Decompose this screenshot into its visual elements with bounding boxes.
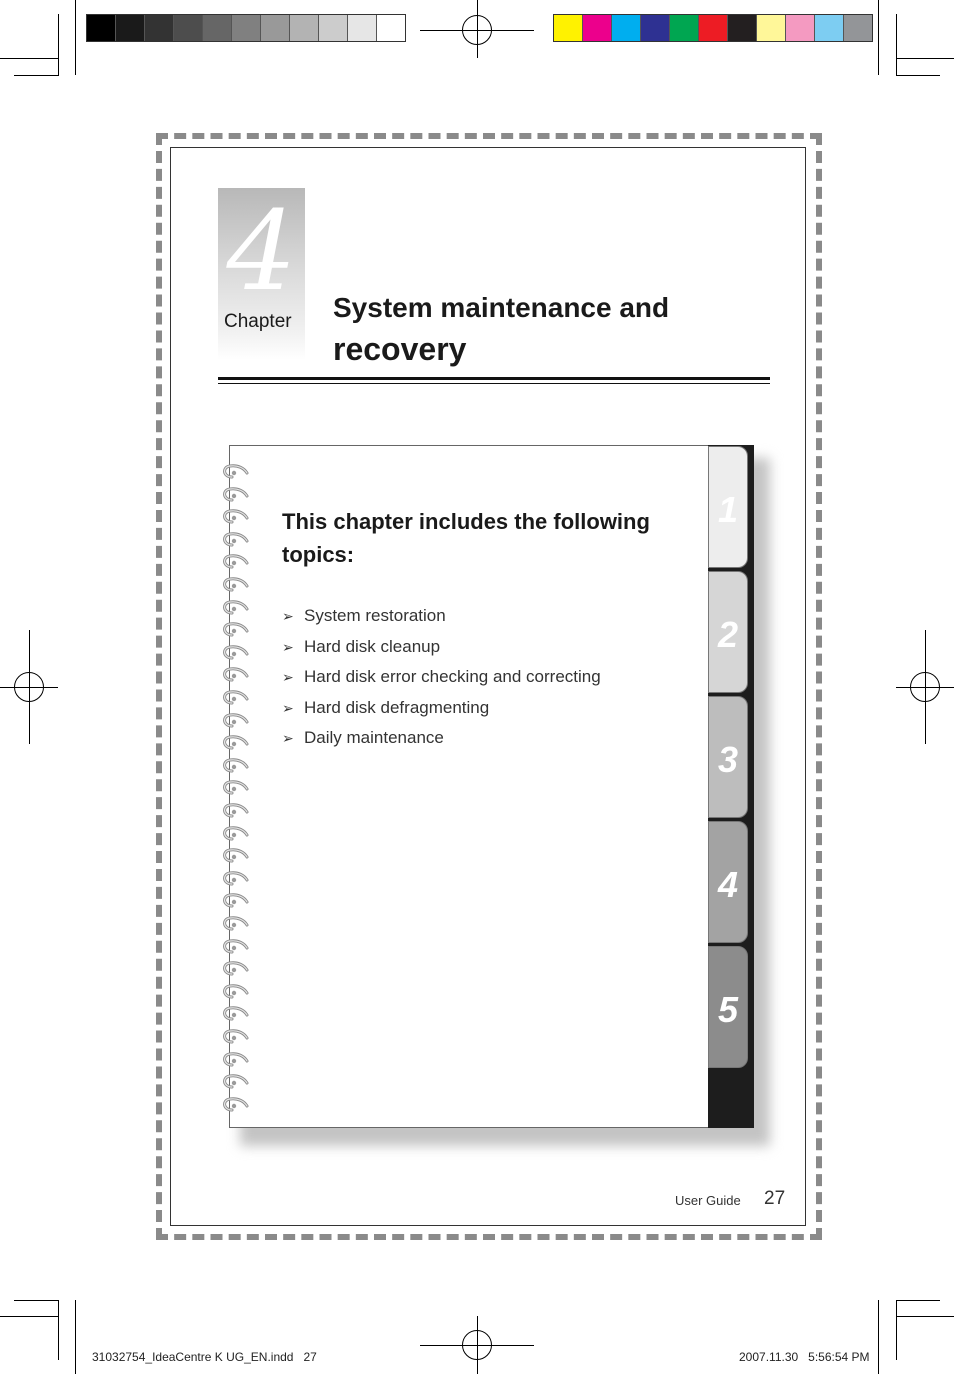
title-rule-thin (218, 383, 770, 384)
crop-mark (896, 14, 897, 76)
spiral-ring-icon (220, 600, 250, 617)
chapter-tab-number: 3 (717, 739, 739, 780)
grayscale-color-bar (86, 14, 406, 42)
crop-mark (896, 1300, 897, 1360)
color-swatch (612, 15, 641, 41)
color-swatch (87, 15, 116, 41)
spiral-ring-icon (220, 871, 250, 888)
spiral-ring-icon (220, 916, 250, 933)
title-rule (218, 377, 770, 380)
crop-mark (0, 58, 58, 59)
topics-heading: This chapter includes the following topics: (282, 509, 650, 567)
footer-label: User Guide (675, 1193, 741, 1208)
spiral-ring-icon (220, 1029, 250, 1046)
crop-mark (878, 1300, 879, 1374)
spiral-ring-icon (220, 690, 250, 707)
spiral-ring-icon (220, 713, 250, 730)
color-swatch (290, 15, 319, 41)
crop-mark (896, 1300, 940, 1301)
spiral-ring-icon (220, 667, 250, 684)
topic-text: Daily maintenance (304, 728, 444, 748)
color-swatch (699, 15, 728, 41)
page-number: 27 (764, 1188, 786, 1209)
color-swatch (261, 15, 290, 41)
color-swatch (641, 15, 670, 41)
color-swatch (348, 15, 377, 41)
spiral-ring-icon (220, 893, 250, 910)
chapter-tab-2 (708, 571, 748, 693)
chapter-tab-number: 2 (717, 614, 739, 655)
list-item (282, 723, 601, 754)
crop-mark (58, 14, 59, 76)
chapter-number-block (218, 188, 305, 360)
registration-target-icon (462, 1330, 492, 1360)
crop-mark (0, 1316, 58, 1317)
chapter-tab-4 (708, 821, 748, 943)
topic-text: System restoration (304, 606, 446, 625)
arrow-bullet-icon: ➢ (282, 730, 294, 747)
spiral-ring-icon (220, 622, 250, 639)
crop-mark (14, 1300, 58, 1301)
list-item (282, 632, 601, 663)
chapter-tab-number: 5 (717, 989, 739, 1030)
spiral-ring-icon (220, 848, 250, 865)
spiral-ring-icon (220, 554, 250, 571)
chapter-label: Chapter (224, 311, 292, 332)
color-swatch (377, 15, 405, 41)
spiral-ring-icon (220, 532, 250, 549)
print-slug-timestamp: 2007.11.30 5:56:54 PM (739, 1350, 870, 1364)
registration-target-icon (14, 672, 44, 702)
chapter-tab-number: 4 (717, 864, 739, 905)
crop-mark (896, 1316, 954, 1317)
color-swatch (203, 15, 232, 41)
spiral-ring-icon (220, 984, 250, 1001)
spiral-ring-icon (220, 645, 250, 662)
crop-mark (896, 58, 954, 59)
spiral-ring-icon (220, 961, 250, 978)
color-swatch (815, 15, 844, 41)
topic-text: Hard disk defragmenting (304, 697, 490, 717)
arrow-bullet-icon: ➢ (282, 669, 294, 686)
chapter-tab-5 (708, 946, 748, 1068)
spiral-ring-icon (220, 1074, 250, 1091)
crop-mark (58, 1300, 59, 1360)
color-swatch (554, 15, 583, 41)
crop-mark (14, 75, 58, 76)
spiral-ring-icon (220, 735, 250, 752)
print-slug-filename: 31032754_IdeaCentre K UG_EN.indd 27 (92, 1350, 317, 1364)
chapter-number: 4 (226, 187, 297, 315)
topic-list (282, 601, 601, 754)
color-swatch (319, 15, 348, 41)
list-item (282, 601, 601, 632)
color-swatch (174, 15, 203, 41)
spiral-ring-icon (220, 509, 250, 526)
spiral-ring-icon (220, 758, 250, 775)
spiral-ring-icon (220, 487, 250, 504)
color-swatch (728, 15, 757, 41)
crop-mark (75, 0, 76, 75)
color-swatch (116, 15, 145, 41)
chapter-tab-1 (708, 446, 748, 568)
list-item (282, 693, 601, 724)
chapter-title-line-2: recovery (333, 331, 467, 367)
color-swatch (844, 15, 872, 41)
list-item (282, 662, 601, 693)
arrow-bullet-icon: ➢ (282, 608, 294, 624)
topic-text: Hard disk cleanup (304, 636, 441, 656)
arrow-bullet-icon: ➢ (282, 638, 294, 655)
spiral-ring-icon (220, 1006, 250, 1023)
spiral-ring-icon (220, 464, 250, 481)
color-swatch (757, 15, 786, 41)
spiral-ring-icon (220, 826, 250, 843)
arrow-bullet-icon: ➢ (282, 699, 294, 716)
process-color-bar (553, 14, 873, 42)
spiral-ring-icon (220, 780, 250, 797)
spiral-ring-icon (220, 939, 250, 956)
chapter-tab-number: 1 (717, 489, 739, 530)
spiral-ring-icon (220, 803, 250, 820)
chapter-title-line-1: System maintenance and (333, 292, 670, 323)
color-swatch (786, 15, 815, 41)
spiral-ring-icon (220, 1097, 250, 1114)
color-swatch (583, 15, 612, 41)
crop-mark (75, 1300, 76, 1374)
spiral-ring-icon (220, 577, 250, 594)
registration-target-icon (910, 672, 940, 702)
color-swatch (145, 15, 174, 41)
topic-text: Hard disk error checking and correcting (304, 667, 601, 687)
color-swatch (670, 15, 699, 41)
registration-target-icon (462, 15, 492, 45)
color-swatch (232, 15, 261, 41)
spiral-ring-icon (220, 1052, 250, 1069)
chapter-tab-3 (708, 696, 748, 818)
crop-mark (878, 0, 879, 75)
crop-mark (896, 75, 940, 76)
